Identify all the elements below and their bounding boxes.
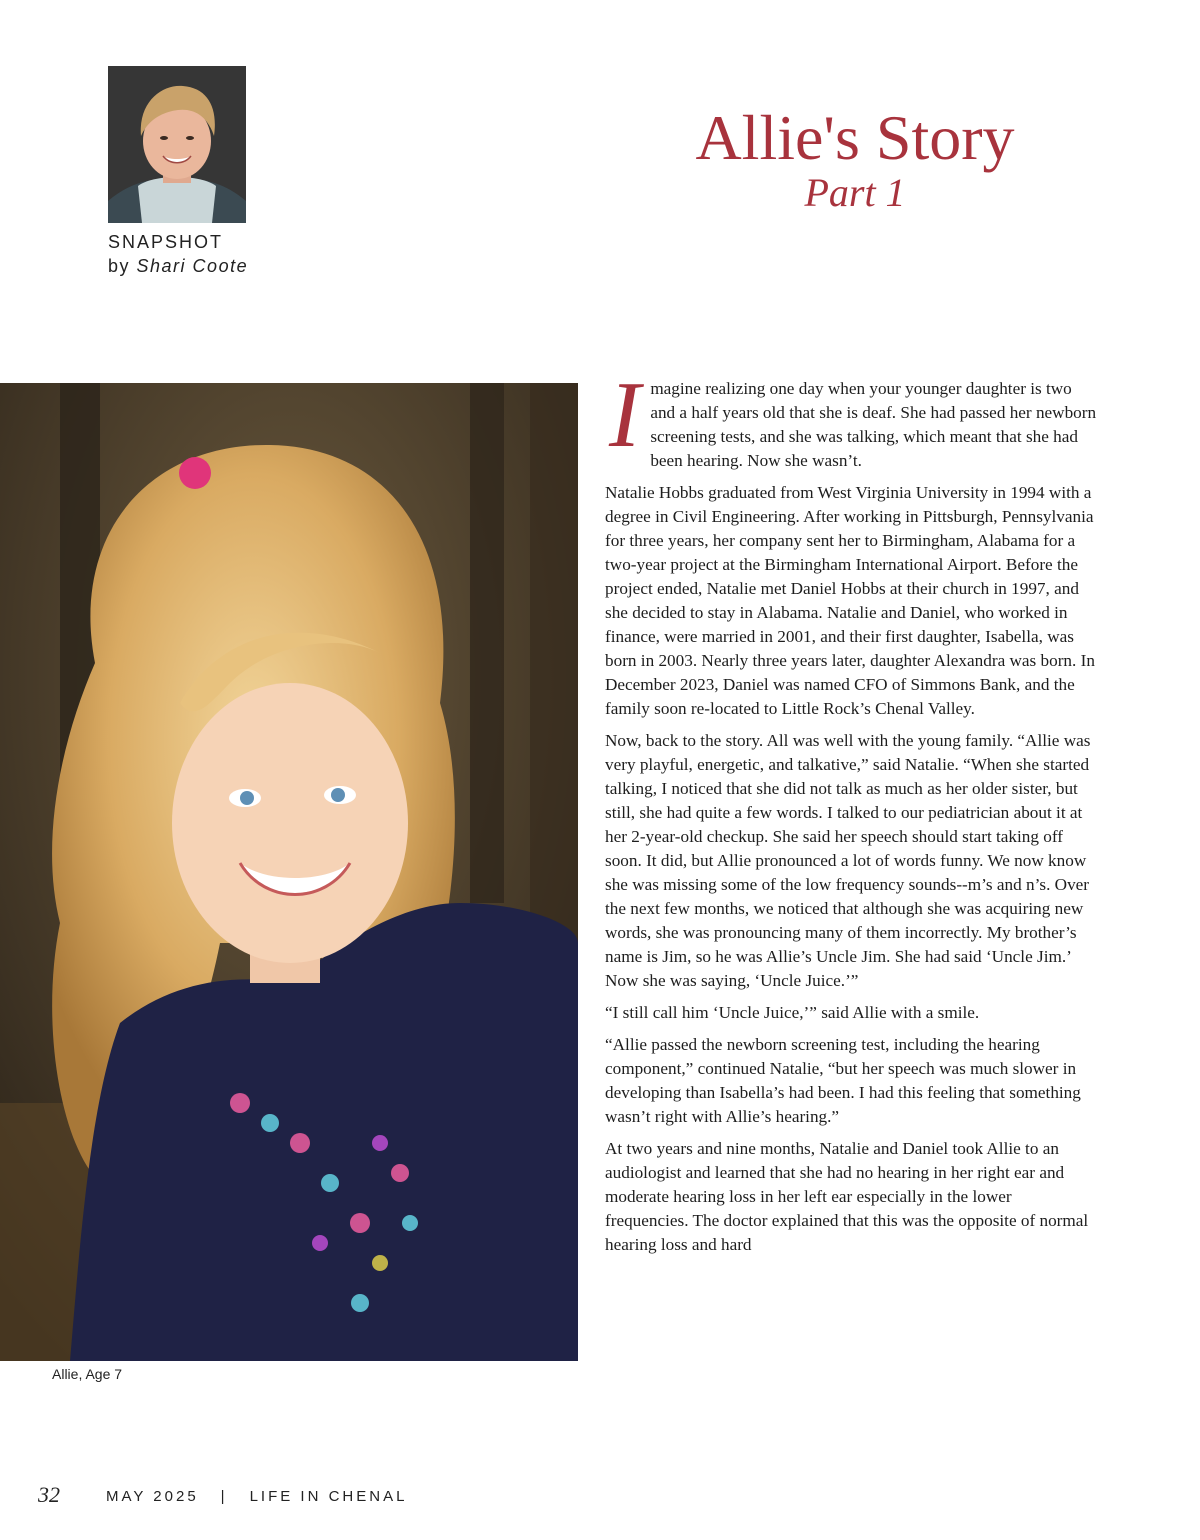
column-label: SNAPSHOT	[108, 232, 224, 252]
article-paragraph-1	[605, 363, 1097, 473]
author-photo	[108, 66, 246, 223]
article-title: Allie's Story	[695, 102, 1015, 173]
article-subtitle: Part 1	[804, 170, 906, 215]
issue-date: MAY 2025	[106, 1488, 199, 1505]
drop-cap: I	[609, 363, 641, 467]
article-body	[605, 363, 1097, 1265]
photo-caption: Allie, Age 7	[52, 1366, 123, 1382]
author-name: Shari Coote	[136, 256, 249, 276]
page-number: 32	[38, 1482, 60, 1507]
byline	[108, 254, 248, 278]
byline-prefix: by	[108, 256, 131, 276]
article-paragraph-6: At two years and nine months, Natalie and Daniel took Allie to an audiologist and learned that she had no hearing in her right ear and moderate hearing loss in her left ear especially in the lower frequencies. The doctor explained that this was the opposite of normal hearing loss and hard	[605, 1139, 1089, 1254]
paragraph-text: magine realizing one day when your younger daughter is two and a half years old that she is deaf. She had passed her newborn screening tests, and she was talking, which meant that she had been hearing. Now she wasn’t.	[650, 379, 1097, 470]
footer-separator: |	[220, 1488, 228, 1505]
article-paragraph-4: “I still call him ‘Uncle Juice,’” said Allie with a smile.	[605, 1003, 980, 1022]
footer	[106, 1488, 407, 1505]
article-paragraph-5: “Allie passed the newborn screening test, including the hearing component,” continued Natalie, “but her speech was much slower in developing than Isabella’s had been. I had this feeling that something wasn’t right with Allie’s hearing.”	[605, 1035, 1081, 1126]
publication-name: LIFE IN CHENAL	[249, 1488, 408, 1505]
article-paragraph-2: Natalie Hobbs graduated from West Virginia University in 1994 with a degree in Civil Engineering. After working in Pittsburgh, Pennsylvania for three years, her company sent her to Birmingham, Alabama for a two-year project at the Birmingham International Airport. Before the project ended, Natalie met Daniel Hobbs at their church in 1997, and she decided to stay in Alabama. Natalie and Daniel, who worked in finance, were married in 2001, and their first daughter, Isabella, was born in 2003. Nearly three years later, daughter Alexandra was born. In December 2023, Daniel was named CFO of Simmons Bank, and the family soon re-located to Little Rock’s Chenal Valley.	[605, 483, 1095, 718]
main-photo	[0, 383, 578, 1361]
article-paragraph-3: Now, back to the story. All was well with the young family. “Allie was very playful, energetic, and talkative,” said Natalie. “When she started talking, I noticed that she did not talk as much as her older sister, but still, she had quite a few words. I talked to our pediatrician about it at her 2-year-old checkup. She said her speech should start taking off soon. It did, but Allie pronounced a lot of words funny. We now know she was missing some of the low frequency sounds--m’s and n’s. Over the next few months, we noticed that although she was acquiring new words, she was pronouncing many of them incorrectly. My brother’s name is Jim, so he was Allie’s Uncle Jim. She had said ‘Uncle Jim.’ Now she was saying, ‘Uncle Juice.’”	[605, 731, 1091, 990]
